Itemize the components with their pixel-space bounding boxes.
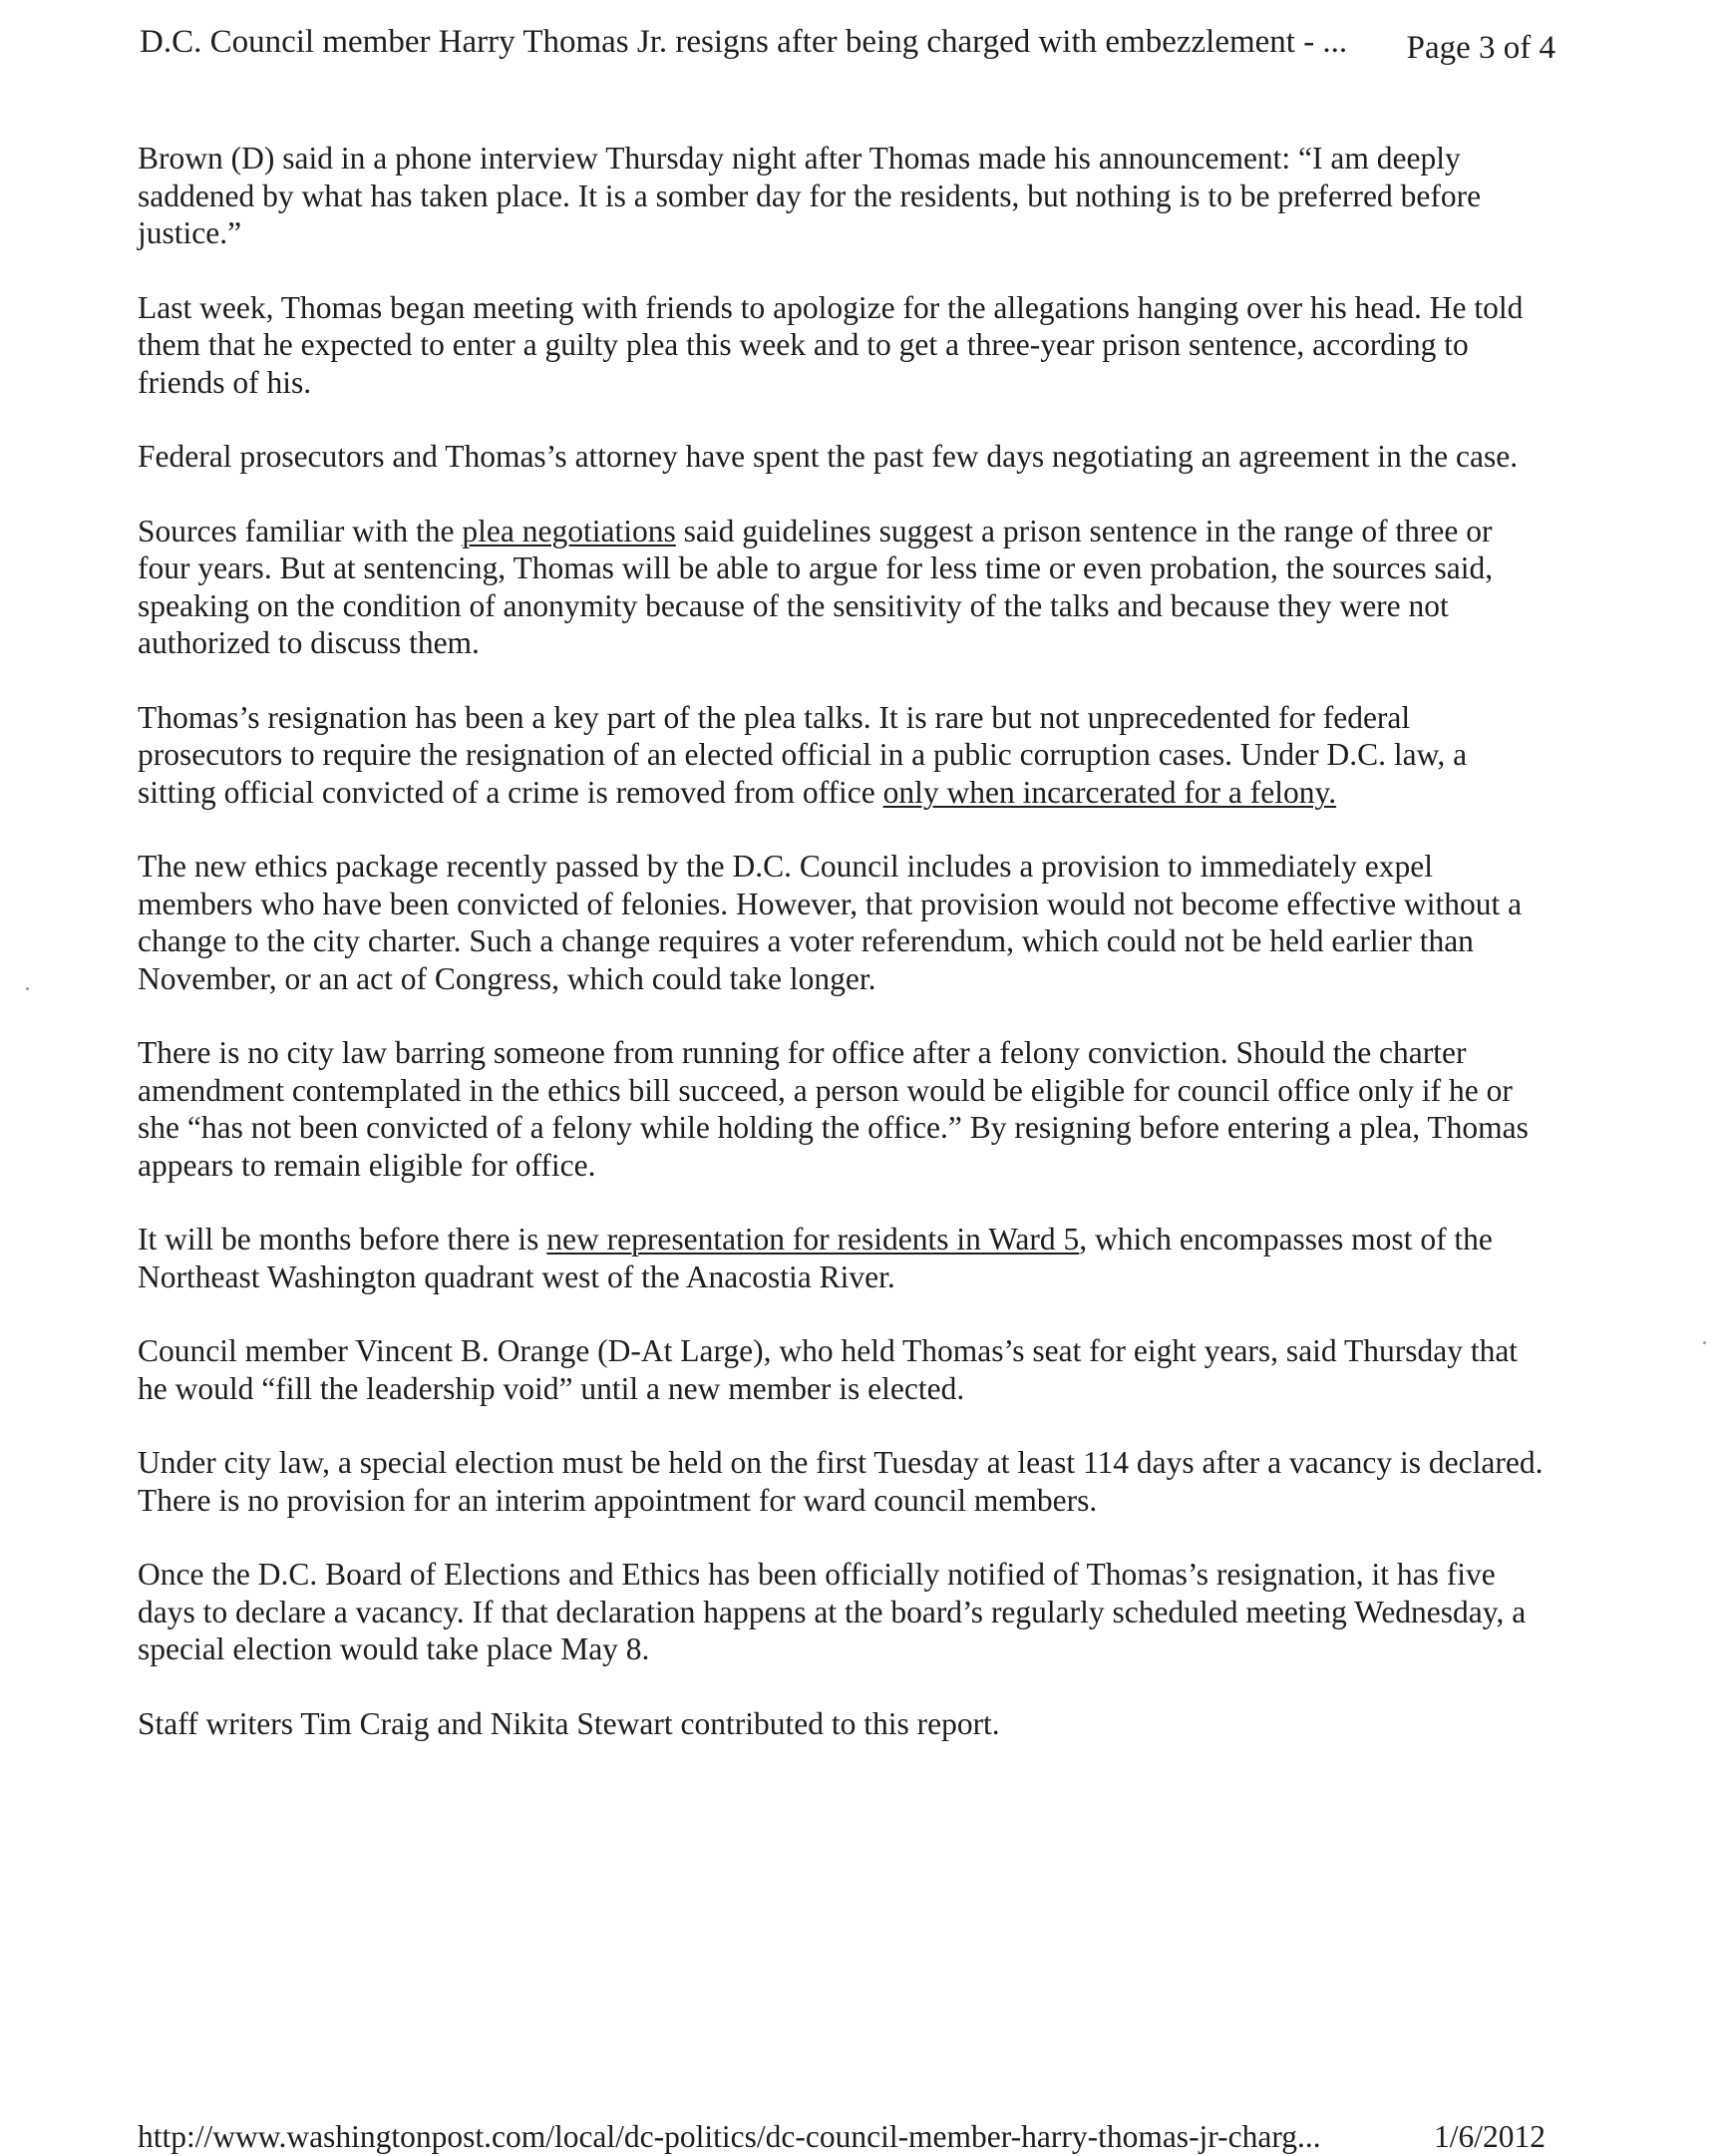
article-paragraph	[138, 1332, 1544, 1407]
paragraph-text: It will be months before there is	[138, 1222, 547, 1257]
scan-speck	[26, 987, 29, 990]
article-paragraph	[138, 513, 1544, 662]
inline-link[interactable]: plea negotiations	[462, 513, 676, 548]
inline-link[interactable]: only when incarcerated for a felony.	[882, 774, 1337, 810]
paragraph-text: The new ethics package recently passed by the D.C. Council includes a provision to immediately expel members who have been convicted of felonies. However, that provision would not become effective without a change to the city charter. Such a change requires a voter referendum, which could not be held earlier than November, or an act of Congress, which could take longer.	[138, 849, 1523, 996]
article-paragraph	[138, 1034, 1544, 1184]
paragraph-text: Thomas’s resignation has been a key part of the plea talks. It is rare but not unprecedented for federal prosecutors to require the resignation of an elected official in a public corruption cases. Under D.C. law, a sitting official convicted of a crime is removed from office	[138, 699, 1468, 810]
paragraph-text: Federal prosecutors and Thomas’s attorney have spent the past few days negotiating an agreement in the case.	[138, 439, 1519, 474]
article-body	[138, 140, 1544, 1779]
paragraph-text: , which encompasses most of the Northeast Washington quadrant west of the Anacostia River.	[138, 1222, 1493, 1294]
paragraph-text: Last week, Thomas began meeting with friends to apologize for the allegations hanging over his head. He told them that he expected to enter a guilty plea this week and to get a three-year prison sentence, according to friends of his.	[138, 289, 1524, 400]
paragraph-text: Staff writers Tim Craig and Nikita Stewart contributed to this report.	[138, 1705, 1000, 1741]
page-indicator: Page 3 of 4	[1406, 30, 1555, 66]
article-paragraph	[138, 848, 1544, 997]
article-paragraph	[138, 699, 1544, 812]
paragraph-text: Sources familiar with the	[138, 513, 463, 548]
scan-speck	[1703, 1341, 1706, 1344]
paragraph-text: Once the D.C. Board of Elections and Ethics has been officially notified of Thomas’s resignation, it has five days to declare a vacancy. If that declaration happens at the board’s regularly scheduled meeting Wednesday, a special election would take place May 8.	[138, 1557, 1527, 1666]
paragraph-text: Brown (D) said in a phone interview Thursday night after Thomas made his announcement: “I am deeply saddened by what has taken place. It is a somber day for the residents, but nothing is to be preferred before justice.”	[138, 141, 1482, 250]
source-url: http://www.washingtonpost.com/local/dc-politics/dc-council-member-harry-thomas-jr-charg...	[138, 2119, 1321, 2154]
article-title: D.C. Council member Harry Thomas Jr. resigns after being charged with embezzlement - ...	[140, 24, 1348, 60]
article-paragraph	[138, 1705, 1544, 1743]
inline-link[interactable]: new representation for residents in Ward 5	[546, 1222, 1080, 1257]
article-paragraph	[138, 289, 1544, 402]
article-paragraph	[138, 1556, 1544, 1668]
article-paragraph	[138, 1221, 1544, 1295]
paragraph-text: Council member Vincent B. Orange (D-At Large), who held Thomas’s seat for eight years, said Thursday that he would “fill the leadership void” until a new member is elected.	[138, 1333, 1519, 1406]
paragraph-text: Under city law, a special election must be held on the first Tuesday at least 114 days after a vacancy is declared. There is no provision for an interim appointment for ward council members.	[138, 1445, 1544, 1518]
paragraph-text: There is no city law barring someone from running for office after a felony conviction. Should the charter amendment contemplated in the ethics bill succeed, a person would be eligible for council office only if he or she “has not been convicted of a felony while holding the office.” By resigning before entering a plea, Thomas appears to remain eligible for office.	[138, 1035, 1529, 1183]
article-paragraph	[138, 438, 1544, 476]
paragraph-text: said guidelines suggest a prison sentence in the range of three or four years. But at sentencing, Thomas will be able to argue for less time or even probation, the sources said, speaking on the condition of anonymity because of the sensitivity of the talks and because they were not authorized to discuss them.	[138, 513, 1494, 660]
article-paragraph	[138, 140, 1544, 252]
article-paragraph	[138, 1444, 1544, 1519]
print-date: 1/6/2012	[1433, 2119, 1546, 2154]
